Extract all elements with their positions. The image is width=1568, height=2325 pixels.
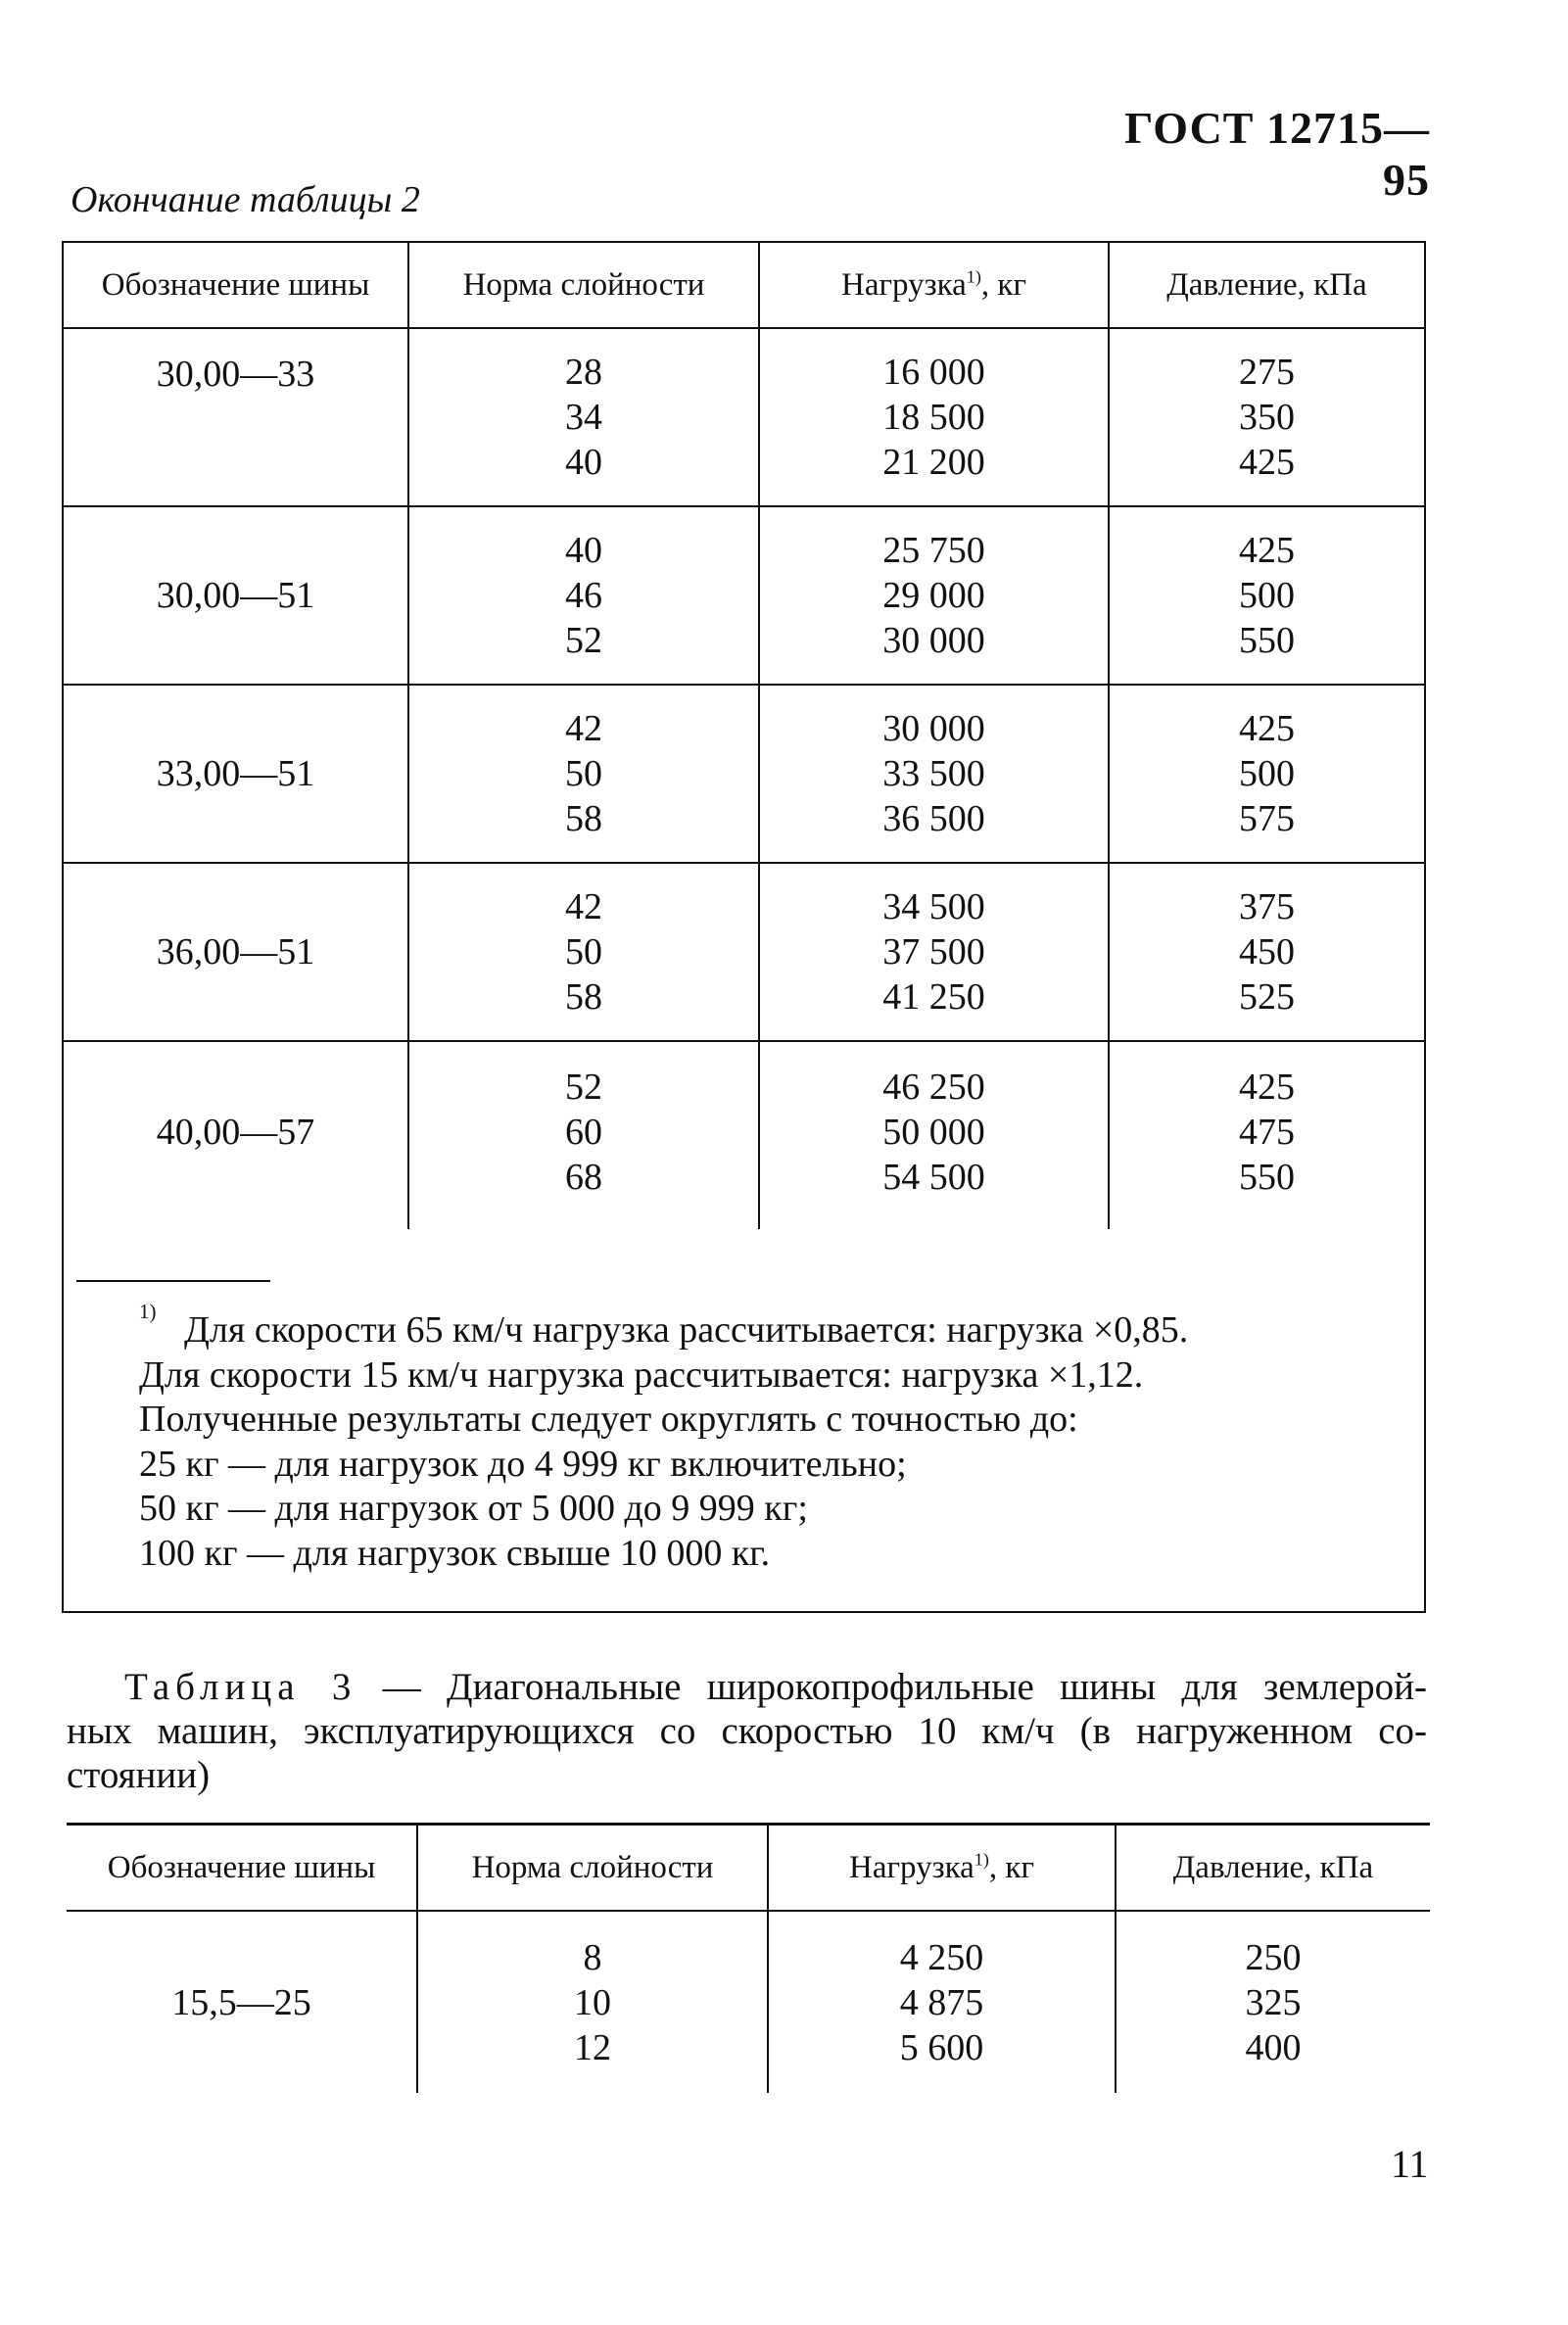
col-header-size: Обозначение шины [64,243,408,328]
pressure-value: 325 [1245,1981,1302,2023]
pressure-value: 525 [1239,976,1295,1018]
document-header: ГОСТ 12715—95 [1124,103,1430,205]
ply-value: 42 [565,708,602,749]
load-value: 41 250 [882,976,985,1018]
footnote-line: Полученные результаты следует округлять с точностью до: [139,1399,1078,1440]
load-values [759,328,1109,506]
ply-value: 46 [565,575,602,616]
table-row [67,1911,1430,2093]
ply-value: 28 [565,352,602,393]
pressure-values [1109,1041,1424,1229]
table-3-header-row [67,1825,1430,1912]
footnote [139,1308,1412,1576]
caption-line [124,1665,1427,1709]
ply-value: 40 [565,530,602,571]
ply-value: 58 [565,976,602,1018]
col-header-ply: Норма слойности [408,243,759,328]
pressure-value: 375 [1239,886,1295,927]
load-value: 33 500 [882,753,985,794]
footnote-line: 25 кг — для нагрузок до 4 999 кг включительно; [139,1443,907,1485]
tire-size: 30,00—33 [156,354,315,395]
col-header-pressure: Давление, кПа [1109,243,1424,328]
table-row [64,863,1424,1041]
pressure-value: 500 [1239,753,1295,794]
footnote-line: Для скорости 65 км/ч нагрузка рассчитывается: нагрузка ×0,85. [184,1309,1189,1351]
load-value: 29 000 [882,575,985,616]
table-row [64,506,1424,685]
load-header-text: Нагрузка [841,267,967,303]
load-value: 16 000 [882,352,985,393]
pressure-value: 575 [1239,798,1295,839]
ply-value: 34 [565,397,602,438]
load-value: 50 000 [882,1112,985,1153]
footnote-line: 50 кг — для нагрузок от 5 000 до 9 999 кг; [139,1488,808,1529]
load-header-text: Нагрузка [849,1850,974,1885]
col-header-load [759,243,1109,328]
load-value: 30 000 [882,708,985,749]
col-header-size: Обозначение шины [67,1825,417,1912]
pressure-value: 425 [1239,1067,1295,1108]
load-values [759,1041,1109,1229]
ply-value: 10 [574,1981,611,2023]
ply-values [417,1911,768,2093]
load-value: 4 875 [899,1981,984,2023]
col-header-pressure: Давление, кПа [1116,1825,1430,1912]
pressure-value: 250 [1245,1936,1302,1978]
load-values [759,685,1109,863]
ply-values [408,863,759,1041]
load-values [759,863,1109,1041]
load-value: 30 000 [882,620,985,661]
pressure-values [1109,328,1424,506]
footnote-line: Для скорости 15 км/ч нагрузка рассчитывается: нагрузка ×1,12. [139,1353,1144,1396]
ply-value: 50 [565,931,602,973]
load-value: 5 600 [899,2026,984,2068]
ply-values [408,328,759,506]
ply-value: 8 [583,1936,602,1978]
ply-value: 60 [565,1112,602,1153]
table-row [64,1041,1424,1229]
pressure-value: 475 [1239,1112,1295,1153]
pressure-values [1109,685,1424,863]
ply-value: 12 [574,2026,611,2068]
load-value: 18 500 [882,397,985,438]
load-value: 34 500 [882,886,985,927]
pressure-value: 425 [1239,442,1295,483]
pressure-value: 550 [1239,620,1295,661]
ply-value: 68 [565,1157,602,1198]
load-values [759,506,1109,685]
footnote-mark-text: 1) [139,1300,157,1323]
load-value: 21 200 [882,442,985,483]
table-row [64,685,1424,863]
pressure-value: 350 [1239,397,1295,438]
tire-size: 15,5—25 [171,1981,311,2023]
load-header-unit: , кг [988,1850,1034,1885]
pressure-value: 275 [1239,352,1295,393]
table-continuation-label: Окончание таблицы 2 [71,179,420,220]
col-header-load [768,1825,1116,1912]
load-value: 4 250 [899,1936,984,1978]
ply-values [408,506,759,685]
load-header-unit: , кг [980,267,1026,303]
tire-size: 36,00—51 [64,863,408,1041]
footnote-rule [76,1280,270,1282]
pressure-value: 425 [1239,708,1295,749]
tire-size: 33,00—51 [64,685,408,863]
pressure-values [1109,506,1424,685]
load-value: 54 500 [882,1157,985,1198]
pressure-value: 500 [1239,575,1295,616]
table-3-caption [67,1665,1427,1797]
ply-value: 52 [565,620,602,661]
load-footnote-mark: 1) [966,266,981,287]
footnote-line: 100 кг — для нагрузок свыше 10 000 кг. [139,1532,771,1574]
ply-value: 40 [565,442,602,483]
load-value: 46 250 [882,1067,985,1108]
ply-value: 58 [565,798,602,839]
load-value: 36 500 [882,798,985,839]
page-number: 11 [1391,2142,1429,2186]
load-values [768,1911,1116,2093]
tire-size: 40,00—57 [64,1041,408,1229]
ply-values [408,1041,759,1229]
caption-line: стоянии) [67,1754,211,1796]
caption-text: — Диагональные широкопрофильные шины для землерой- [356,1666,1427,1708]
load-value: 37 500 [882,931,985,973]
ply-value: 52 [565,1067,602,1108]
pressure-values [1109,863,1424,1041]
ply-values [408,685,759,863]
table-row [64,328,1424,506]
pressure-value: 425 [1239,530,1295,571]
ply-value: 50 [565,753,602,794]
caption-lead: Таблица 3 [124,1666,357,1708]
pressure-values [1116,1911,1430,2093]
pressure-value: 400 [1245,2026,1302,2068]
col-header-ply: Норма слойности [417,1825,768,1912]
table-3 [67,1823,1430,2093]
table-2 [64,243,1424,1229]
table-2-header-row [64,243,1424,328]
pressure-value: 550 [1239,1157,1295,1198]
load-value: 25 750 [882,530,985,571]
tire-size: 30,00—51 [64,506,408,685]
pressure-value: 450 [1239,931,1295,973]
ply-value: 42 [565,886,602,927]
load-footnote-mark: 1) [974,1849,989,1870]
caption-line: ных машин, эксплуатирующихся со скоростью 10 км/ч (в нагруженном со- [67,1710,1427,1752]
